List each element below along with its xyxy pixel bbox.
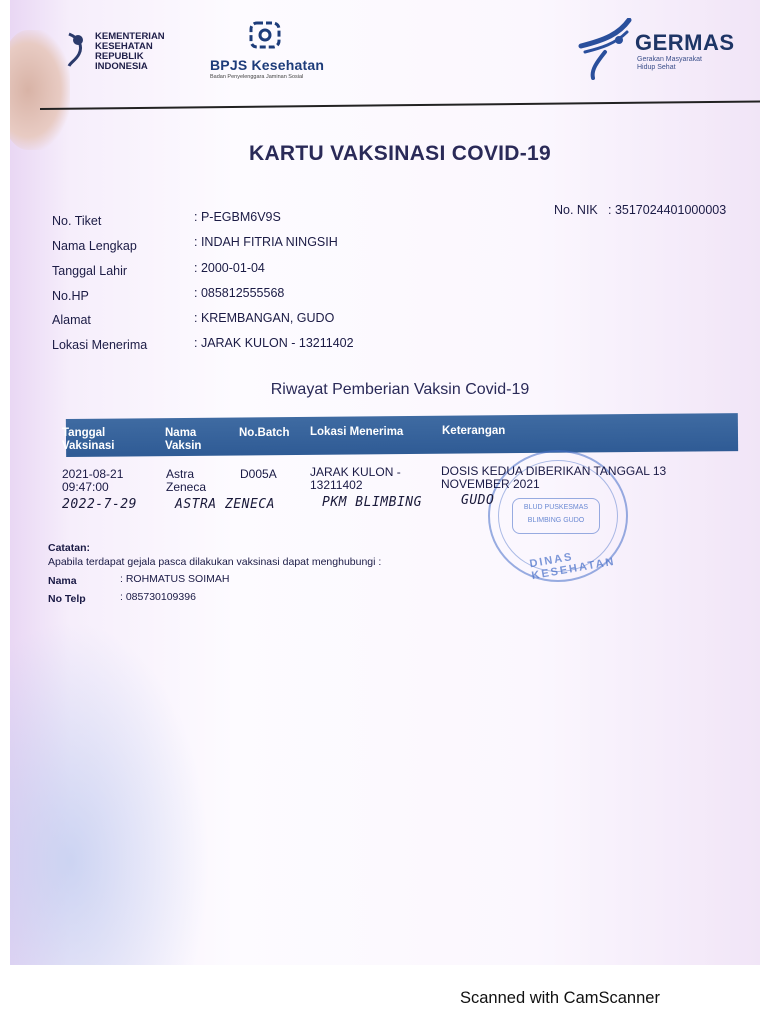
germas-logo — [575, 18, 735, 80]
row-vaccine: Astra Zeneca — [166, 467, 207, 494]
kemenkes-line-1: KEMENTERIAN — [95, 31, 165, 42]
col-header-notes: Keterangan — [442, 425, 506, 437]
field-label-location: Lokasi Menerima — [52, 338, 148, 352]
bpjs-subtitle: Badan Penyelenggara Jaminan Sosial — [210, 74, 304, 80]
germas-subtitle-1: Gerakan Masyarakat — [637, 56, 702, 63]
scanner-watermark: Scanned with CamScanner — [460, 989, 660, 1007]
kemenkes-emblem-icon — [65, 32, 87, 68]
notes-heading: Catatan: — [48, 542, 91, 554]
field-label-birthdate: Tanggal Lahir — [52, 264, 128, 278]
field-value-name: : INDAH FITRIA NINGSIH — [194, 235, 338, 249]
header-divider — [40, 100, 760, 110]
field-value-birthdate: : 2000-01-04 — [194, 261, 265, 275]
row-batch: D005A — [240, 467, 277, 481]
col-header-date: Tanggal Vaksinasi — [62, 427, 115, 452]
col-header-batch: No.Batch — [239, 427, 290, 439]
col-header-location: Lokasi Menerima — [310, 426, 404, 438]
row-date: 2021-08-21 09:47:00 — [62, 467, 124, 494]
field-label-phone: No.HP — [52, 289, 89, 303]
card-title: KARTU VAKSINASI COVID-19 — [248, 142, 551, 165]
field-value-ticket: : P-EGBM6V9S — [194, 210, 281, 224]
notes-name-label: Nama — [48, 575, 77, 587]
nik-value: : 3517024401000003 — [608, 203, 727, 217]
field-value-location: : JARAK KULON - 13211402 — [194, 336, 354, 350]
notes-phone-label: No Telp — [48, 593, 86, 605]
stamp-arc-text: DINAS KESEHATAN — [528, 550, 617, 583]
handwritten-location: PKM BLIMBING — [322, 495, 422, 510]
field-value-address: : KREMBANGAN, GUDO — [194, 311, 335, 325]
bpjs-emblem-icon — [248, 20, 282, 50]
col-header-vaccine: Nama Vaksin — [165, 427, 202, 452]
history-title: Riwayat Pemberian Vaksin Covid-19 — [270, 381, 530, 398]
notes-phone-value: : 085730109396 — [120, 591, 196, 603]
field-label-ticket: No. Tiket — [52, 214, 102, 228]
handwritten-vaccine: ASTRA ZENECA — [175, 497, 275, 512]
stamp-line-1: BLUD PUSKESMAS — [523, 504, 589, 511]
kemenkes-line-3: REPUBLIK — [95, 51, 144, 62]
field-label-address: Alamat — [52, 313, 91, 327]
kemenkes-line-4: INDONESIA — [95, 61, 148, 72]
notes-text: Apabila terdapat gejala pasca dilakukan vaksinasi dapat menghubungi : — [48, 556, 382, 568]
handwritten-place: GUDO — [461, 493, 495, 508]
notes-name-value: : ROHMATUS SOIMAH — [120, 573, 230, 585]
kemenkes-logo — [65, 32, 175, 72]
nik-label: No. NIK — [554, 203, 598, 217]
row-location: JARAK KULON - 13211402 — [310, 465, 401, 492]
stamp-line-2: BLIMBING GUDO — [527, 517, 585, 524]
bpjs-logo — [210, 20, 330, 80]
vaccination-card-scan — [10, 0, 760, 965]
bpjs-name: BPJS Kesehatan — [210, 57, 325, 73]
row-notes: DOSIS KEDUA DIBERIKAN TANGGAL 13 NOVEMBER 2021 — [441, 464, 667, 491]
scanner-thumb-shadow — [10, 30, 70, 150]
germas-title: GERMAS — [635, 30, 735, 55]
germas-figure-icon — [575, 18, 633, 80]
germas-subtitle-2: Hidup Sehat — [637, 64, 676, 71]
handwritten-date: 2022-7-29 — [62, 497, 137, 512]
kemenkes-line-2: KESEHATAN — [95, 41, 153, 52]
field-value-phone: : 085812555568 — [194, 286, 285, 300]
field-label-name: Nama Lengkap — [52, 239, 137, 253]
